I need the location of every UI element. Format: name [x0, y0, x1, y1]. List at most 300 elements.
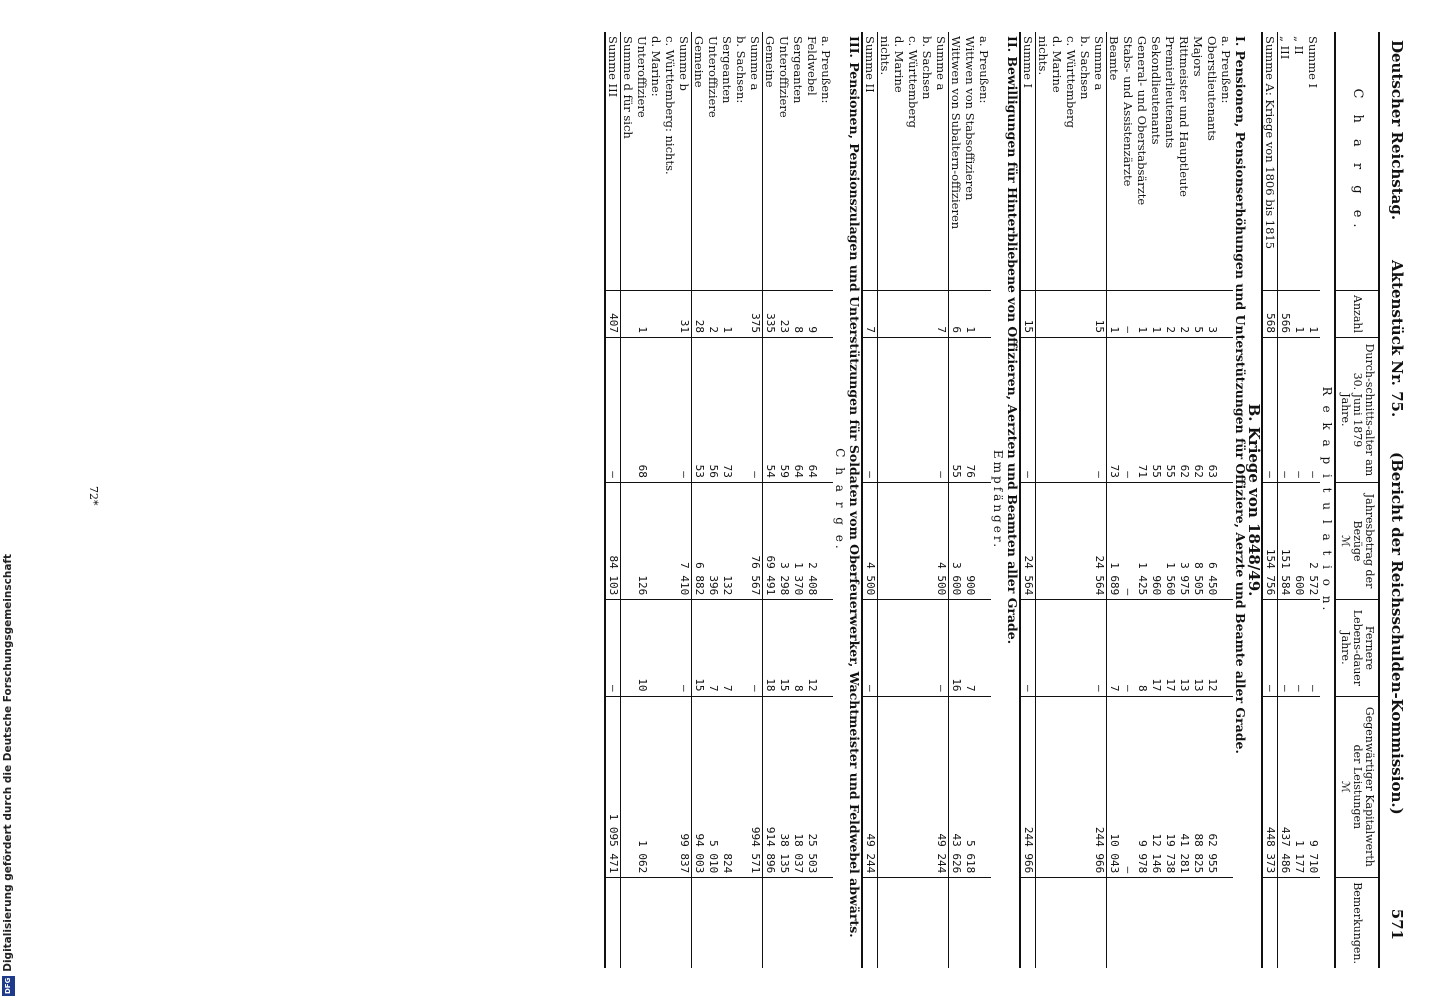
cell-anzahl: 1	[635, 291, 649, 338]
label-row	[1064, 32, 1078, 968]
cell-jahres: 154 756	[1262, 482, 1278, 599]
cell-bemerkung	[706, 878, 720, 968]
cell-empty	[663, 482, 677, 599]
cell-anzahl: 1	[1135, 291, 1149, 338]
cell-empty	[819, 878, 833, 968]
cell-anzahl: 375	[748, 291, 763, 338]
cell-empty	[663, 600, 677, 696]
section-ii-title	[1005, 32, 1020, 968]
nichts-row	[877, 32, 892, 968]
cell-empty	[1064, 600, 1078, 696]
cell-bemerkung	[720, 878, 734, 968]
section-iii-title	[847, 32, 862, 968]
cell-bemerkung	[1262, 878, 1278, 968]
table-body	[605, 32, 1335, 968]
table-row	[1121, 32, 1135, 968]
cell-lebens: —	[934, 600, 949, 696]
cell-empty	[649, 600, 663, 696]
cell-label: Unteroffiziere	[634, 36, 649, 118]
cell-empty	[1219, 337, 1233, 482]
cell-label: Summe III	[605, 32, 621, 291]
cell-empty	[1219, 482, 1233, 599]
table-row	[720, 32, 734, 968]
cell-lebens: 18	[762, 600, 777, 696]
cell-label: Wittwen von Subaltern-offizieren	[948, 36, 963, 230]
cell-bemerkung	[1106, 878, 1121, 968]
cell-empty	[1035, 337, 1050, 482]
cell-empty	[1064, 482, 1078, 599]
cell-empty	[977, 482, 991, 599]
cell-jahres: 7 410	[677, 482, 692, 599]
cell-jahres: 900	[963, 482, 977, 599]
table-row	[1149, 32, 1163, 968]
cell-jahres: 4 500	[862, 482, 878, 599]
cell-kapital: 244 966	[1020, 696, 1036, 878]
cell-lebens: 10	[635, 600, 649, 696]
cell-age: —	[934, 337, 949, 482]
table-row	[934, 32, 949, 968]
cell-lebens: 8	[1135, 600, 1149, 696]
cell-label: Sergeanten	[790, 36, 805, 104]
cell-jahres	[620, 482, 635, 599]
label-row-label: b. Sachsen	[1077, 36, 1092, 100]
cell-bemerkung	[1135, 878, 1149, 968]
cell-bemerkung	[635, 878, 649, 968]
cell-label: Summe b	[677, 32, 692, 291]
cell-kapital: —	[1121, 696, 1135, 878]
cell-age: —	[677, 337, 692, 482]
cell-empty	[819, 482, 833, 599]
rekapitulation-heading-text: R e k a p i t u l a t i o n.	[1319, 386, 1334, 614]
cell-anzahl: 31	[677, 291, 692, 338]
cell-age: 73	[1106, 337, 1121, 482]
section-iii-charge	[833, 32, 847, 968]
table-row	[805, 32, 819, 968]
cell-label: Summe a	[1092, 32, 1107, 291]
cell-bemerkung	[934, 878, 949, 968]
dfg-sidebar	[0, 554, 16, 1000]
label-row-label: c. Württemberg: nichts.	[662, 36, 677, 175]
section-ii-title-text: II. Bewilligungen für Hinterbliebene von Offizieren, Aerzten und Beamten aller Grade.	[1004, 36, 1020, 645]
label-row-label: d. Marine:	[648, 36, 663, 97]
cell-empty	[819, 291, 833, 338]
cell-label: Wittwen von Stabsoffizieren	[962, 36, 977, 201]
cell-age: —	[1092, 337, 1107, 482]
label-row-label: a. Preußen:	[976, 36, 991, 104]
cell-empty	[1219, 696, 1233, 878]
cell-age: —	[605, 337, 621, 482]
cell-empty	[1064, 291, 1078, 338]
section-ii-sub-text: Empfänger.	[990, 449, 1005, 551]
cell-age: 71	[1135, 337, 1149, 482]
cell-lebens: 7	[963, 600, 977, 696]
cell-age: 59	[777, 337, 791, 482]
cell-lebens: —	[1292, 600, 1306, 696]
cell-kapital: 824	[720, 696, 734, 878]
cell-jahres: 3 298	[777, 482, 791, 599]
cell-anzahl: 1	[1149, 291, 1163, 338]
section-i-title-text: I. Pensionen, Pensionserhöhungen und Unterstützungen für Offiziere, Aerzte und Beamte aller Grade.	[1232, 36, 1248, 754]
cell-bemerkung	[805, 878, 819, 968]
cell-anzahl: 15	[1092, 291, 1107, 338]
cell-label: Summe d für sich	[620, 36, 635, 139]
cell-empty	[663, 291, 677, 338]
cell-empty	[892, 696, 906, 878]
cell-label: „ III	[1277, 36, 1292, 60]
cell-label: Summe A: Kriege von 1806 bis 1815	[1262, 32, 1278, 291]
table-row	[677, 32, 692, 968]
cell-empty	[977, 337, 991, 482]
cell-lebens: —	[1277, 600, 1292, 696]
cell-empty	[1064, 337, 1078, 482]
cell-anzahl	[620, 291, 635, 338]
cell-bemerkung	[691, 878, 706, 968]
cell-age	[620, 337, 635, 482]
cell-empty	[977, 600, 991, 696]
cell-label: Premierlieutenants	[1162, 36, 1177, 149]
section-iii-charge-text: C h a r g e.	[832, 448, 847, 552]
dfg-logo: DFG	[2, 976, 15, 996]
cell-bemerkung	[1092, 878, 1107, 968]
footer-page-number: 72*	[87, 486, 100, 506]
cell-jahres: 69 491	[762, 482, 777, 599]
cell-age: 64	[791, 337, 805, 482]
cell-empty	[906, 878, 920, 968]
cell-anzahl: 1	[1292, 291, 1306, 338]
cell-label: Sergeanten	[719, 36, 734, 104]
cell-label: Unteroffiziere	[705, 36, 720, 118]
table-row	[1163, 32, 1177, 968]
cell-jahres: 2 408	[805, 482, 819, 599]
cell-kapital: 49 244	[862, 696, 878, 878]
cell-anzahl: 2	[1177, 291, 1191, 338]
label-row	[906, 32, 920, 968]
cell-empty	[734, 878, 748, 968]
cell-label: Summe a	[748, 32, 763, 291]
cell-age: 63	[1205, 337, 1219, 482]
cell-lebens: —	[1121, 600, 1135, 696]
table-row	[1106, 32, 1121, 968]
label-row-label: b. Sachsen:	[733, 36, 748, 104]
cell-empty	[920, 337, 934, 482]
cell-lebens: 7	[1106, 600, 1121, 696]
cell-bemerkung	[1191, 878, 1205, 968]
table-row	[948, 32, 963, 968]
cell-bemerkung	[1205, 878, 1219, 968]
cell-empty	[663, 337, 677, 482]
col-jahres	[1335, 482, 1379, 599]
cell-empty	[663, 696, 677, 878]
cell-jahres: 24 564	[1092, 482, 1107, 599]
col-age-unit: Jahre.	[1338, 393, 1352, 427]
col-lebens-label: Fernere Lebens-dauer	[1350, 609, 1376, 687]
header-left: Deutscher Reichstag.	[1388, 40, 1406, 221]
label-row-label: d. Marine	[891, 36, 906, 93]
cell-empty	[1035, 696, 1050, 878]
cell-bemerkung	[762, 878, 777, 968]
cell-kapital: 914 896	[762, 696, 777, 878]
cell-age: —	[1306, 337, 1320, 482]
label-row	[1050, 32, 1064, 968]
cell-kapital	[620, 696, 635, 878]
cell-empty	[877, 878, 892, 968]
cell-lebens: —	[1092, 600, 1107, 696]
cell-kapital: 437 486	[1277, 696, 1292, 878]
cell-jahres: 3 975	[1177, 482, 1191, 599]
label-row-label: c. Württemberg	[905, 36, 920, 128]
cell-label: Feldwebel	[804, 36, 819, 96]
cell-empty	[892, 600, 906, 696]
cell-empty	[1050, 291, 1064, 338]
cell-empty	[1035, 291, 1050, 338]
cell-empty	[906, 482, 920, 599]
cell-empty	[977, 696, 991, 878]
nichts-row	[1035, 32, 1050, 968]
cell-kapital: 9 710	[1306, 696, 1320, 878]
cell-anzahl: 9	[805, 291, 819, 338]
cell-lebens: 12	[1205, 600, 1219, 696]
cell-lebens: —	[1306, 600, 1320, 696]
label-row	[920, 32, 934, 968]
cell-bemerkung	[777, 878, 791, 968]
cell-anzahl: 1	[963, 291, 977, 338]
cell-empty	[892, 482, 906, 599]
col-anzahl: Anzahl	[1335, 291, 1379, 338]
cell-empty	[734, 291, 748, 338]
cell-lebens: —	[605, 600, 621, 696]
col-kapital	[1335, 696, 1379, 878]
col-charge: C h a r g e.	[1335, 32, 1379, 291]
label-row	[892, 32, 906, 968]
cell-label: Oberstlieutenants	[1204, 36, 1219, 141]
cell-empty	[920, 696, 934, 878]
cell-age: 55	[948, 337, 963, 482]
col-lebens	[1335, 600, 1379, 696]
cell-jahres: 4 500	[934, 482, 949, 599]
cell-empty	[734, 337, 748, 482]
data-table	[604, 32, 1380, 968]
cell-jahres: 960	[1149, 482, 1163, 599]
cell-empty	[819, 337, 833, 482]
cell-anzahl: 2	[1163, 291, 1177, 338]
cell-empty	[1035, 600, 1050, 696]
table-row	[691, 32, 706, 968]
cell-kapital: 43 626	[948, 696, 963, 878]
cell-label: General- und Oberstabsärzte	[1134, 36, 1149, 206]
cell-empty	[734, 600, 748, 696]
cell-kapital: 1 095 471	[605, 696, 621, 878]
cell-age: 62	[1191, 337, 1205, 482]
cell-bemerkung	[1163, 878, 1177, 968]
label-row	[649, 32, 663, 968]
label-row	[819, 32, 833, 968]
cell-anzahl: 335	[762, 291, 777, 338]
cell-label: Summe I	[1020, 32, 1036, 291]
cell-label: Stabs- und Assistenzärzte	[1120, 36, 1135, 187]
cell-kapital: 19 738	[1163, 696, 1177, 878]
cell-empty	[1078, 482, 1092, 599]
cell-empty	[920, 291, 934, 338]
cell-jahres: 396	[706, 482, 720, 599]
cell-empty	[1219, 878, 1233, 968]
cell-anzahl: —	[1121, 291, 1135, 338]
cell-kapital: 244 966	[1092, 696, 1107, 878]
table-row	[1277, 32, 1292, 968]
col-jahres-label: Jahresbetrag der Bezüge	[1350, 493, 1376, 589]
table-row	[963, 32, 977, 968]
cell-age: —	[1121, 337, 1135, 482]
cell-label: Sekondlieutenants	[1148, 36, 1163, 145]
table-row	[762, 32, 777, 968]
cell-empty	[1078, 878, 1092, 968]
label-row	[663, 32, 677, 968]
cell-empty	[877, 600, 892, 696]
cell-label: Gemeine	[691, 36, 706, 88]
cell-empty	[977, 291, 991, 338]
header-right	[1388, 452, 1406, 940]
cell-kapital: 41 281	[1177, 696, 1191, 878]
cell-kapital: 5 618	[963, 696, 977, 878]
cell-lebens: 12	[805, 600, 819, 696]
cell-age: 54	[762, 337, 777, 482]
label-row	[977, 32, 991, 968]
cell-empty	[920, 600, 934, 696]
cell-label: Beamte	[1106, 36, 1121, 81]
table-row	[605, 32, 621, 968]
cell-anzahl: 7	[934, 291, 949, 338]
cell-anzahl: 1	[1306, 291, 1320, 338]
cell-empty	[649, 878, 663, 968]
cell-empty	[734, 482, 748, 599]
cell-empty	[892, 291, 906, 338]
cell-jahres: 1 689	[1106, 482, 1121, 599]
cell-empty	[892, 337, 906, 482]
cell-empty	[1219, 291, 1233, 338]
cell-kapital: 994 571	[748, 696, 763, 878]
cell-empty	[1078, 337, 1092, 482]
cell-kapital: 99 837	[677, 696, 692, 878]
cell-anzahl: 8	[791, 291, 805, 338]
cell-empty	[877, 696, 892, 878]
cell-age: 68	[635, 337, 649, 482]
cell-anzahl: 568	[1262, 291, 1278, 338]
cell-lebens: 8	[791, 600, 805, 696]
cell-anzahl: 1	[720, 291, 734, 338]
table-row	[862, 32, 878, 968]
cell-label: Summe I	[1305, 36, 1320, 89]
cell-label: Majors	[1190, 36, 1205, 77]
label-row-label: b. Sachsen	[919, 36, 934, 100]
page-number: 571	[1388, 908, 1406, 940]
cell-empty	[819, 600, 833, 696]
cell-lebens: —	[677, 600, 692, 696]
cell-lebens: 13	[1191, 600, 1205, 696]
table-row	[1205, 32, 1219, 968]
table-row	[1092, 32, 1107, 968]
cell-jahres: 8 505	[1191, 482, 1205, 599]
cell-bemerkung	[963, 878, 977, 968]
section-b-title	[1247, 32, 1262, 968]
cell-kapital: 448 373	[1262, 696, 1278, 878]
cell-lebens: —	[1262, 600, 1278, 696]
cell-empty	[1078, 291, 1092, 338]
cell-bemerkung	[1020, 878, 1036, 968]
col-bemerk: Bemerkungen.	[1335, 878, 1379, 968]
cell-empty	[920, 482, 934, 599]
cell-age: 55	[1149, 337, 1163, 482]
cell-bemerkung	[948, 878, 963, 968]
cell-jahres: 24 564	[1020, 482, 1036, 599]
cell-jahres: 1 425	[1135, 482, 1149, 599]
nichts-row-label: nichts.	[877, 36, 892, 76]
cell-bemerkung	[791, 878, 805, 968]
cell-label: Summe a	[934, 32, 949, 291]
label-row-label: c. Württemberg	[1063, 36, 1078, 128]
cell-empty	[649, 337, 663, 482]
cell-jahres: —	[1121, 482, 1135, 599]
cell-age: 73	[720, 337, 734, 482]
section-iii-title-text: III. Pensionen, Pensionszulagen und Unterstützungen für Soldaten vom Oberfeuerwerker, Wachtmeister und Feldwebel abwärts.	[846, 36, 862, 938]
cell-age: 64	[805, 337, 819, 482]
col-kapital-unit: ℳ	[1338, 781, 1352, 793]
cell-empty	[649, 482, 663, 599]
cell-empty	[819, 696, 833, 878]
cell-empty	[1078, 600, 1092, 696]
cell-jahres: 2 572	[1306, 482, 1320, 599]
nichts-row-label: nichts.	[1035, 36, 1050, 76]
table-row	[635, 32, 649, 968]
col-lebens-unit: Jahre.	[1338, 631, 1352, 665]
cell-empty	[877, 337, 892, 482]
cell-kapital: 9 978	[1135, 696, 1149, 878]
section-i-title	[1233, 32, 1247, 968]
cell-bemerkung	[1177, 878, 1191, 968]
col-age	[1335, 337, 1379, 482]
label-row	[734, 32, 748, 968]
rekapitulation-heading	[1320, 32, 1335, 968]
table-row	[706, 32, 720, 968]
table-row	[1262, 32, 1278, 968]
cell-age: 56	[706, 337, 720, 482]
table-row	[1020, 32, 1036, 968]
cell-jahres: 84 103	[605, 482, 621, 599]
section-b-title-text: B. Kriege von 1848/49.	[1244, 403, 1263, 597]
cell-empty	[920, 878, 934, 968]
cell-age: —	[1262, 337, 1278, 482]
cell-label: Rittmeister und Hauptleute	[1176, 36, 1191, 197]
cell-age: —	[748, 337, 763, 482]
table-row	[1306, 32, 1320, 968]
cell-jahres: 3 600	[948, 482, 963, 599]
cell-kapital: 1 177	[1292, 696, 1306, 878]
cell-bemerkung	[620, 878, 635, 968]
cell-empty	[892, 878, 906, 968]
cell-label: „ II	[1291, 36, 1306, 55]
label-row	[1078, 32, 1092, 968]
cell-jahres: 6 882	[691, 482, 706, 599]
cell-kapital: 18 037	[791, 696, 805, 878]
col-kapital-label: Gegenwärtiger Kapitalwerth der Leistungen	[1350, 706, 1376, 867]
cell-empty	[649, 696, 663, 878]
cell-anzahl: 407	[605, 291, 621, 338]
cell-bemerkung	[1306, 878, 1320, 968]
cell-empty	[1035, 482, 1050, 599]
cell-bemerkung	[1277, 878, 1292, 968]
header-right-text: (Bericht der Reichsschulden-Kommission.)	[1388, 452, 1406, 815]
cell-anzahl: 2	[706, 291, 720, 338]
cell-age: —	[1292, 337, 1306, 482]
cell-kapital: 10 043	[1106, 696, 1121, 878]
